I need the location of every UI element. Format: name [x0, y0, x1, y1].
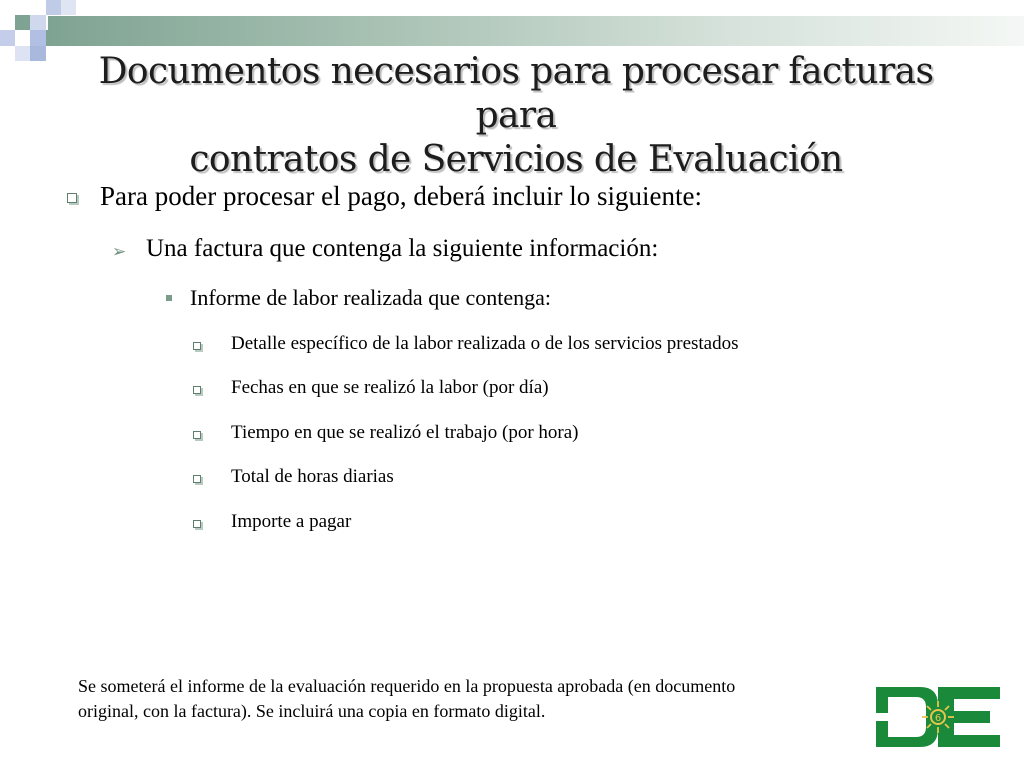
bullet-level-1: Para poder procesar el pago, deberá incluir lo siguiente:: [100, 181, 703, 211]
bullet-level-2: Una factura que contenga la siguiente información:: [146, 235, 659, 262]
bullet-level-3: Informe de labor realizada que contenga:: [190, 285, 551, 310]
hollow-square-bullet-icon: [193, 431, 201, 439]
hollow-square-bullet-icon: [193, 386, 201, 394]
bullet-level-4-item: Total de horas diarias: [231, 466, 394, 487]
bullet-level-4-item: Importe a pagar: [231, 511, 352, 532]
slide-title: [60, 50, 972, 182]
footer-note: [78, 674, 868, 724]
title-bar-gradient: [48, 16, 1024, 46]
hollow-square-bullet-icon: [193, 475, 201, 483]
bullet-level-4-item: Detalle específico de la labor realizada o de los servicios prestados: [231, 333, 739, 354]
svg-text:6: 6: [934, 713, 942, 724]
arrowhead-bullet-icon: ➢: [112, 242, 127, 261]
bullet-level-4-item: Fechas en que se realizó la labor (por día): [231, 377, 549, 398]
bullet-level-4-item: Tiempo en que se realizó el trabajo (por hora): [231, 422, 579, 443]
title-line-1: Documentos necesarios para procesar facturas para: [98, 51, 934, 136]
filled-square-bullet-icon: [166, 295, 172, 301]
de-logo-icon: [872, 683, 1004, 751]
title-line-2: contratos de Servicios de Evaluación: [189, 139, 843, 180]
footer-note-line-1: Se someterá el informe de la evaluación requerido en la propuesta aprobada (en documento: [78, 676, 736, 696]
hollow-square-bullet-icon: [193, 520, 201, 528]
hollow-square-bullet-icon: [193, 342, 201, 350]
hollow-square-bullet-icon: [67, 193, 77, 203]
footer-note-line-2: original, con la factura). Se incluirá una copia en formato digital.: [78, 701, 546, 721]
